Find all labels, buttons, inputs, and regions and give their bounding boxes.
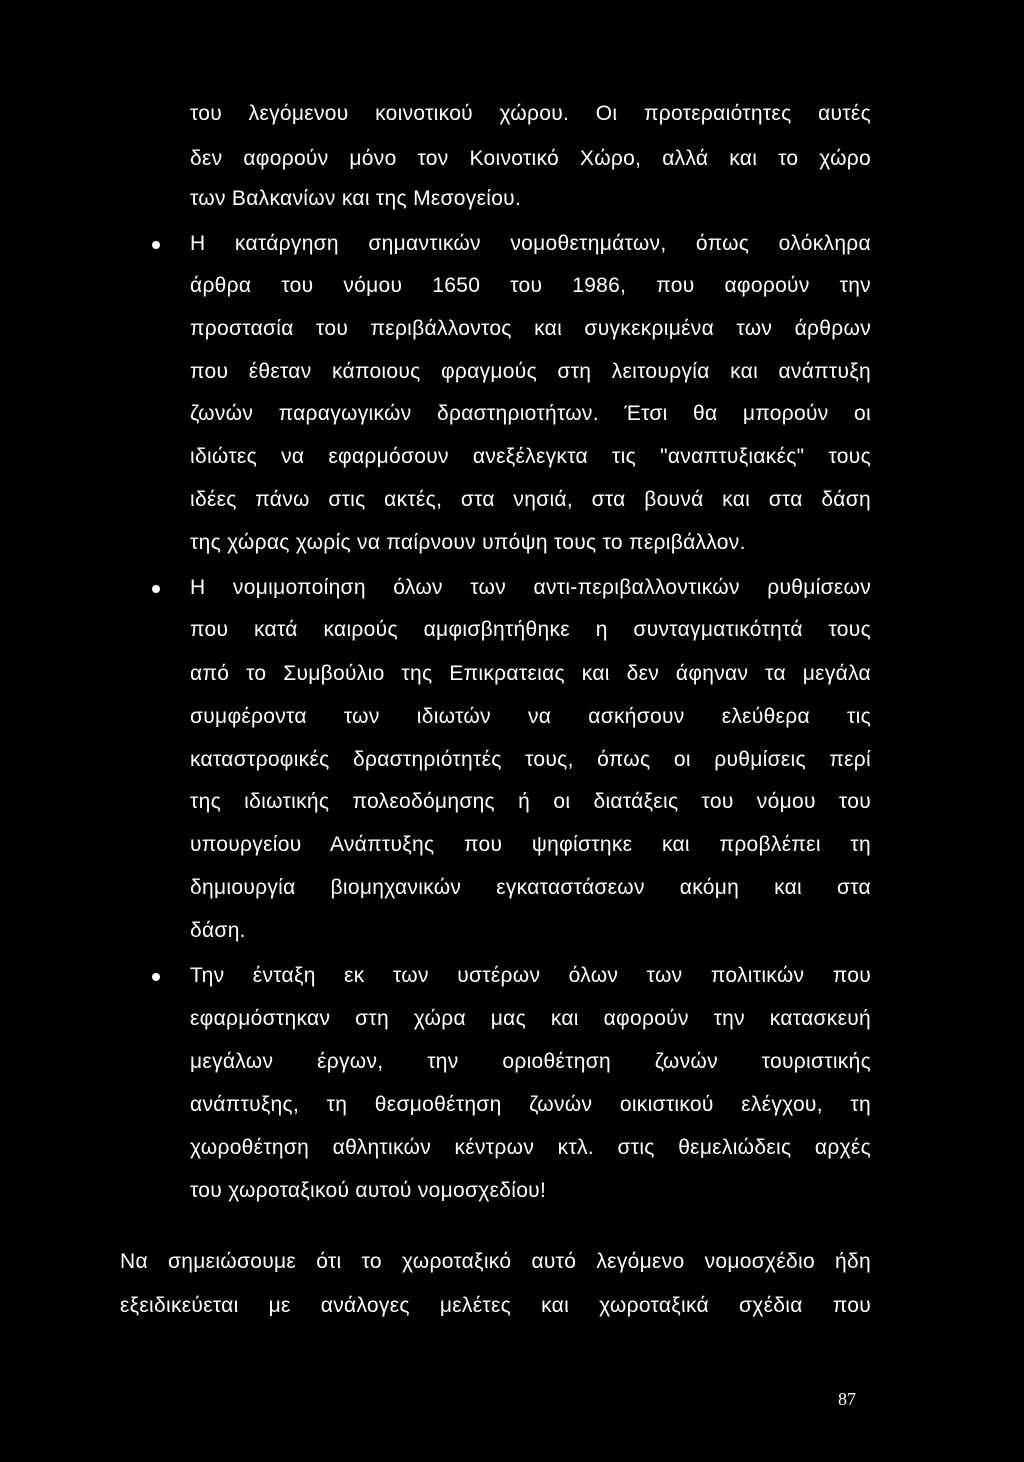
text-line: της χώρας χωρίς να παίρνουν υπόψη τους το περιβάλλον.	[190, 531, 746, 554]
text-line: συμφέροντα των ιδιωτών να ασκήσουν ελεύθερα τις	[190, 705, 871, 728]
text-line: Την ένταξη εκ των υστέρων όλων των πολιτικών που	[190, 964, 871, 987]
text-line: Να σημειώσουμε ότι το χωροταξικό αυτό λεγόμενο νομοσχέδιο ήδη	[120, 1250, 871, 1273]
bullet-marker	[152, 973, 160, 981]
text-line: υπουργείου Ανάπτυξης που ψηφίστηκε και προβλέπει τη	[190, 833, 871, 856]
text-line: Η νομιμοποίηση όλων των αντι-περιβαλλοντικών ρυθμίσεων	[190, 576, 871, 599]
text-line: προστασία του περιβάλλοντος και συγκεκριμένα των άρθρων	[190, 317, 871, 340]
text-line: Η κατάργηση σημαντικών νομοθετημάτων, όπως ολόκληρα	[190, 232, 871, 255]
bullet-marker	[152, 241, 160, 249]
text-line: που έθεταν κάποιους φραγμούς στη λειτουργία και ανάπτυξη	[190, 360, 871, 383]
text-line: ζωνών παραγωγικών δραστηριοτήτων. Έτσι θα μπορούν οι	[190, 402, 871, 425]
text-line: εφαρμόστηκαν στη χώρα μας και αφορούν την κατασκευή	[190, 1007, 871, 1030]
text-line: από το Συμβούλιο της Επικρατειας και δεν άφηναν τα μεγάλα	[190, 662, 871, 685]
text-line: δεν αφορούν μόνο τον Κοινοτικό Χώρο, αλλά και το χώρο	[190, 147, 871, 170]
text-line: ανάπτυξης, τη θεσμοθέτηση ζωνών οικιστικού ελέγχου, τη	[190, 1093, 871, 1116]
text-line: του λεγόμενου κοινοτικού χώρου. Οι προτεραιότητες αυτές	[190, 102, 871, 125]
text-line: της ιδιωτικής πολεοδόμησης ή οι διατάξεις του νόμου του	[190, 790, 871, 813]
text-line: δάση.	[190, 919, 246, 942]
text-line: ιδιώτες να εφαρμόσουν ανεξέλεγκτα τις "αναπτυξιακές" τους	[190, 445, 871, 468]
text-line: καταστροφικές δραστηριότητές τους, όπως οι ρυθμίσεις περί	[190, 748, 871, 771]
text-line: άρθρα του νόμου 1650 του 1986, που αφορούν την	[190, 274, 871, 297]
text-line: δημιουργία βιομηχανικών εγκαταστάσεων ακόμη και στα	[190, 876, 871, 899]
text-line: χωροθέτηση αθλητικών κέντρων κτλ. στις θεμελιώδεις αρχές	[190, 1136, 871, 1159]
text-line: των Βαλκανίων και της Μεσογείου.	[190, 187, 522, 210]
text-line: που κατά καιρούς αμφισβητήθηκε η συνταγματικότητά τους	[190, 618, 871, 641]
bullet-marker	[152, 585, 160, 593]
page-number: 87	[838, 1389, 856, 1409]
text-line: εξειδικεύεται με ανάλογες μελέτες και χωροταξικά σχέδια που	[120, 1294, 871, 1317]
text-line: του χωροταξικού αυτού νομοσχεδίου!	[190, 1179, 547, 1202]
text-line: μεγάλων έργων, την οριοθέτηση ζωνών τουριστικής	[190, 1050, 871, 1073]
text-line: ιδέες πάνω στις ακτές, στα νησιά, στα βουνά και στα δάση	[190, 488, 871, 511]
